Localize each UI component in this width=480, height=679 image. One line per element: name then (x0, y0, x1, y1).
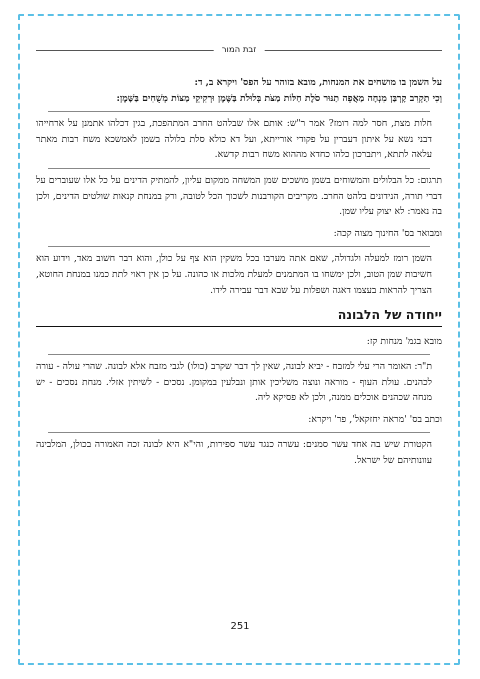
quote-rule (48, 168, 430, 169)
header-title: זבת המור (214, 43, 265, 57)
quote-rule (48, 111, 430, 112)
zohar-quote: חלות מצת, חסר למה רומז? אמר ר"ש: אותם אלו שבלהט החרב המתהפכת, בגין דכלהו אתמנן על ארחייהו דבני נשא על איתון דעברין על פקודי אורייתא, ועל דא כולא סלת בלולה בשמן לאמשכא משח רבות מאתר עלאה לתתא, ויתברכון כלהו כחדא מההוא משח רבות קדשא. (36, 118, 432, 161)
section-rule (36, 326, 442, 327)
mareh-label: וכתב בס' 'מראה יחזקאל', פר' ויקרא: (308, 413, 442, 425)
mareh-quote: הקטורת שיש בה אחד עשר סמנים: עשרה כנגד עשר ספירות, והי"א היא לבונה זכה האמורה בכולן, המלבינה עוונותיהם של ישראל. (36, 438, 432, 466)
quote-rule (48, 432, 430, 433)
gemara-quote: ת"ר: האומר הרי עלי למזבח - יביא לבונה, שאין לך דבר שקרב (כולו) לגבי מזבח אלא לבונה. שהרי עולה - עורה לכהנים. עולת העוף - מוראה ונוצה משליכין אותן ונבלעין במקומן. נסכים - לשיתין אזלי. מנחת נסכים - יש מנחה שכהנים אוכלים ממנה, ולכן לא פסיקא ליה. (36, 361, 432, 404)
translation-paragraph: תרגום: כל הבלולים והמשוחים בשמן מושכים שמן המשחה ממקום עליון, להמתיק הדינים על כל אלו שעוברים על דברי תורה, הנידונים בלהט החרב. מקריבים הקורבנות לשכוך הכל לטובה, ורק במנחת קנאות שולטים הדינים, ולכן בה נאמר: לא יצוק עליו שמן. (36, 174, 442, 218)
chinuch-label: ומבואר בס' החינוך מצוה קכה: (333, 227, 442, 239)
chinuch-quote: השמן רומז למעלה ולגדולה, שאם אתה מערבו בכל משקין הוא צף על כולן, והוא דבר חשוב מאד, וידוע הוא חשיבות שמן הטוב, ולכן ימשחו בו המתמנים למעלת מלכות או כהונה. על כן אין ראוי לתת כמנו במנחת החוטא, הצריך להראות בעצמו דאגה ושפלות על שבא דבר עבירה לידו. (36, 253, 432, 296)
intro-paragraph: על השמן בו מושחים את המנחות, מובא בזוהר על הפס' ויקרא ב, ד: (194, 77, 442, 88)
page-content (36, 30, 442, 468)
running-header (36, 43, 442, 57)
section-title: ייחודה של הלבונה (337, 307, 442, 323)
quote-rule (48, 354, 430, 355)
quote-rule (48, 246, 430, 247)
gemara-label: מובא בגמ' מנחות קז: (366, 336, 442, 348)
verse-quote: וְכִי תַקְרִב קָרְבַּן מִנְחָה מַאֲפֵה תַנּוּר סֹלֶת חַלּוֹת מַצֹּת בְּלוּלֹת בַּשֶּׁמֶן וּרְקִיקֵי מַצּוֹת מְשֻׁחִים בַּשָּׁמֶן: (116, 92, 442, 104)
page-number: 251 (230, 621, 250, 632)
